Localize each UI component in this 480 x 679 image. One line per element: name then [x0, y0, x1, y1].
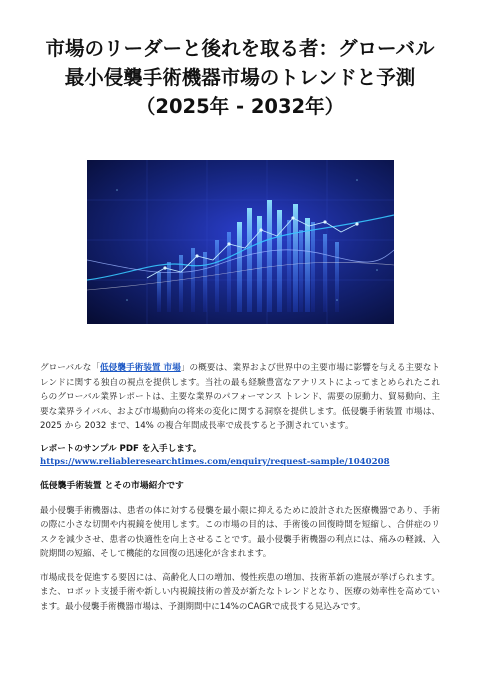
hero-chart-image — [87, 160, 394, 324]
page-title: 市場のリーダーと後れを取る者：グローバル最小侵襲手術機器市場のトレンドと予測（2025年 - 2032年） — [45, 37, 435, 118]
intro-paragraph — [40, 361, 440, 434]
intro-body: 」の概要は、業界および世界中の主要市場に影響を与える主要なトレンドに関する独自の視点を提供します。当社の最も経験豊富なアナリストによってまとめられたこれらのグローバル業界レポートは、主要な業界のパフォーマンス トレンド、需要の原動力、貿易動向、主要な業界ライバル、および市場動向の将来の変化に関する洞察を提供します。低侵襲手術装置 市場は、2025 から 2032 まで、14% の複合年間成長率で成長すると予測されています。 — [40, 363, 440, 431]
definition-paragraph: 最小侵襲手術機器は、患者の体に対する侵襲を最小限に抑えるために設計された医療機器であり、手術の際に小さな切開や内視鏡を使用します。この市場の目的は、手術後の回復時間を短縮し、合併症のリスクを減少させ、患者の快適性を向上させることです。最小侵襲手術機器の利点には、痛みの軽減、入院期間の短縮、そして機能的な回復の迅速化が含まれます。 — [40, 505, 440, 559]
sample-request-link[interactable]: https://www.reliableresearchtimes.com/enquiry/request-sample/1040208 — [40, 456, 390, 467]
sample-request — [40, 443, 440, 469]
sample-label: レポートのサンプル PDF を入手します。 — [40, 443, 202, 454]
growth-paragraph: 市場成長を促進する要因には、高齢化人口の増加、慢性疾患の増加、技術革新の進展が挙げられます。また、ロボット支援手術や新しい内視鏡技術の普及が新たなトレンドとなり、医療の効率性を高めています。最小侵襲手術機器市場は、予測期間中に14%のCAGRで成長する見込みです。 — [40, 572, 440, 612]
market-link[interactable]: 低侵襲手術装置 市場 — [100, 363, 181, 373]
section-heading: 低侵襲手術装置 とその市場紹介です — [40, 480, 184, 491]
intro-prefix: グローバルな「 — [40, 363, 101, 373]
